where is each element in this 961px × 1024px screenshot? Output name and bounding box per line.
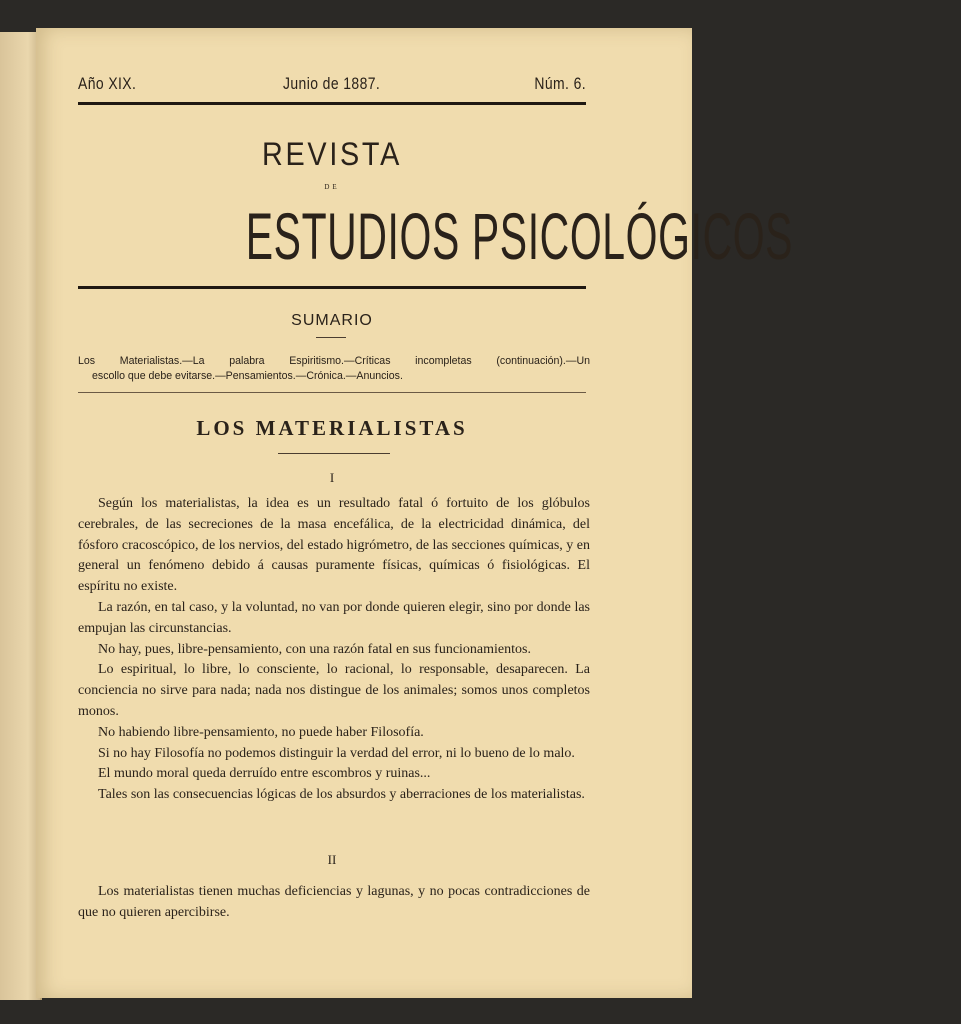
article-paragraph: El mundo moral queda derruído entre escombros y ruinas... (98, 766, 431, 782)
masthead-rule (78, 286, 586, 289)
article-title-underline (278, 453, 390, 454)
sumario-underline (316, 337, 346, 338)
journal-page (36, 28, 794, 998)
article-paragraph: Los materialistas tienen muchas deficiencias y lagunas, y no pocas contradicciones de que no quieren apercibirse. (78, 884, 590, 920)
sumario-line-1: Los Materialistas.—La palabra Espiritismo.—Críticas incompletas (continuación).—Un (78, 355, 590, 367)
sumario-rule (78, 392, 586, 393)
article-paragraph: Si no hay Filosofía no podemos distinguir la verdad del error, ni lo bueno de lo malo. (98, 745, 575, 761)
issue-date: Junio de 1887. (283, 74, 381, 93)
sumario-line-2: escollo que debe evitarse.—Pensamientos.—Crónica.—Anuncios. (92, 370, 403, 382)
section-numeral-1: I (329, 470, 335, 485)
issue-number: Núm. 6. (534, 74, 586, 93)
article-title: LOS MATERIALISTAS (196, 416, 468, 440)
masthead-de: DE (324, 183, 340, 191)
article-body-section-1 (78, 494, 590, 806)
masthead-revista: REVISTA (261, 136, 402, 172)
article-body-section-2 (78, 882, 590, 924)
article-paragraph: Lo espiritual, lo libre, lo consciente, lo racional, lo responsable, desaparecen. La conciencia no sirve para nada; nada nos distingue de los animales; somos unos completos monos. (78, 662, 590, 719)
article-paragraph: Según los materialistas, la idea es un resultado fatal ó fortuito de los glóbulos cerebrales, de las secreciones de la masa encefálica, de la electricidad dinámica, del fósforo cracoscópico, de los nervios, del estado higrómetro, de las secciones químicas, y en general un fenómeno debido á causas puramente físicas, químicas ó fisiológicas. El espíritu no existe. (78, 496, 591, 595)
article-paragraph: No habiendo libre-pensamiento, no puede haber Filosofía. (98, 724, 424, 740)
sumario-contents (78, 354, 590, 384)
article-paragraph: Tales son las consecuencias lógicas de los absurdos y aberraciones de los materialistas. (98, 787, 585, 803)
issue-header (78, 74, 586, 98)
section-numeral-2: II (327, 852, 337, 867)
masthead-title: ESTUDIOS PSICOLÓGICOS (245, 199, 794, 273)
article-paragraph: No hay, pues, libre-pensamiento, con una razón fatal en sus funcionamientos. (98, 641, 531, 657)
issue-year: Año XIX. (78, 74, 137, 93)
header-rule (78, 102, 586, 105)
sumario-heading: SUMARIO (291, 312, 373, 329)
article-paragraph: La razón, en tal caso, y la voluntad, no van por donde quieren elegir, sino por donde las empujan las circunstancias. (78, 599, 590, 636)
